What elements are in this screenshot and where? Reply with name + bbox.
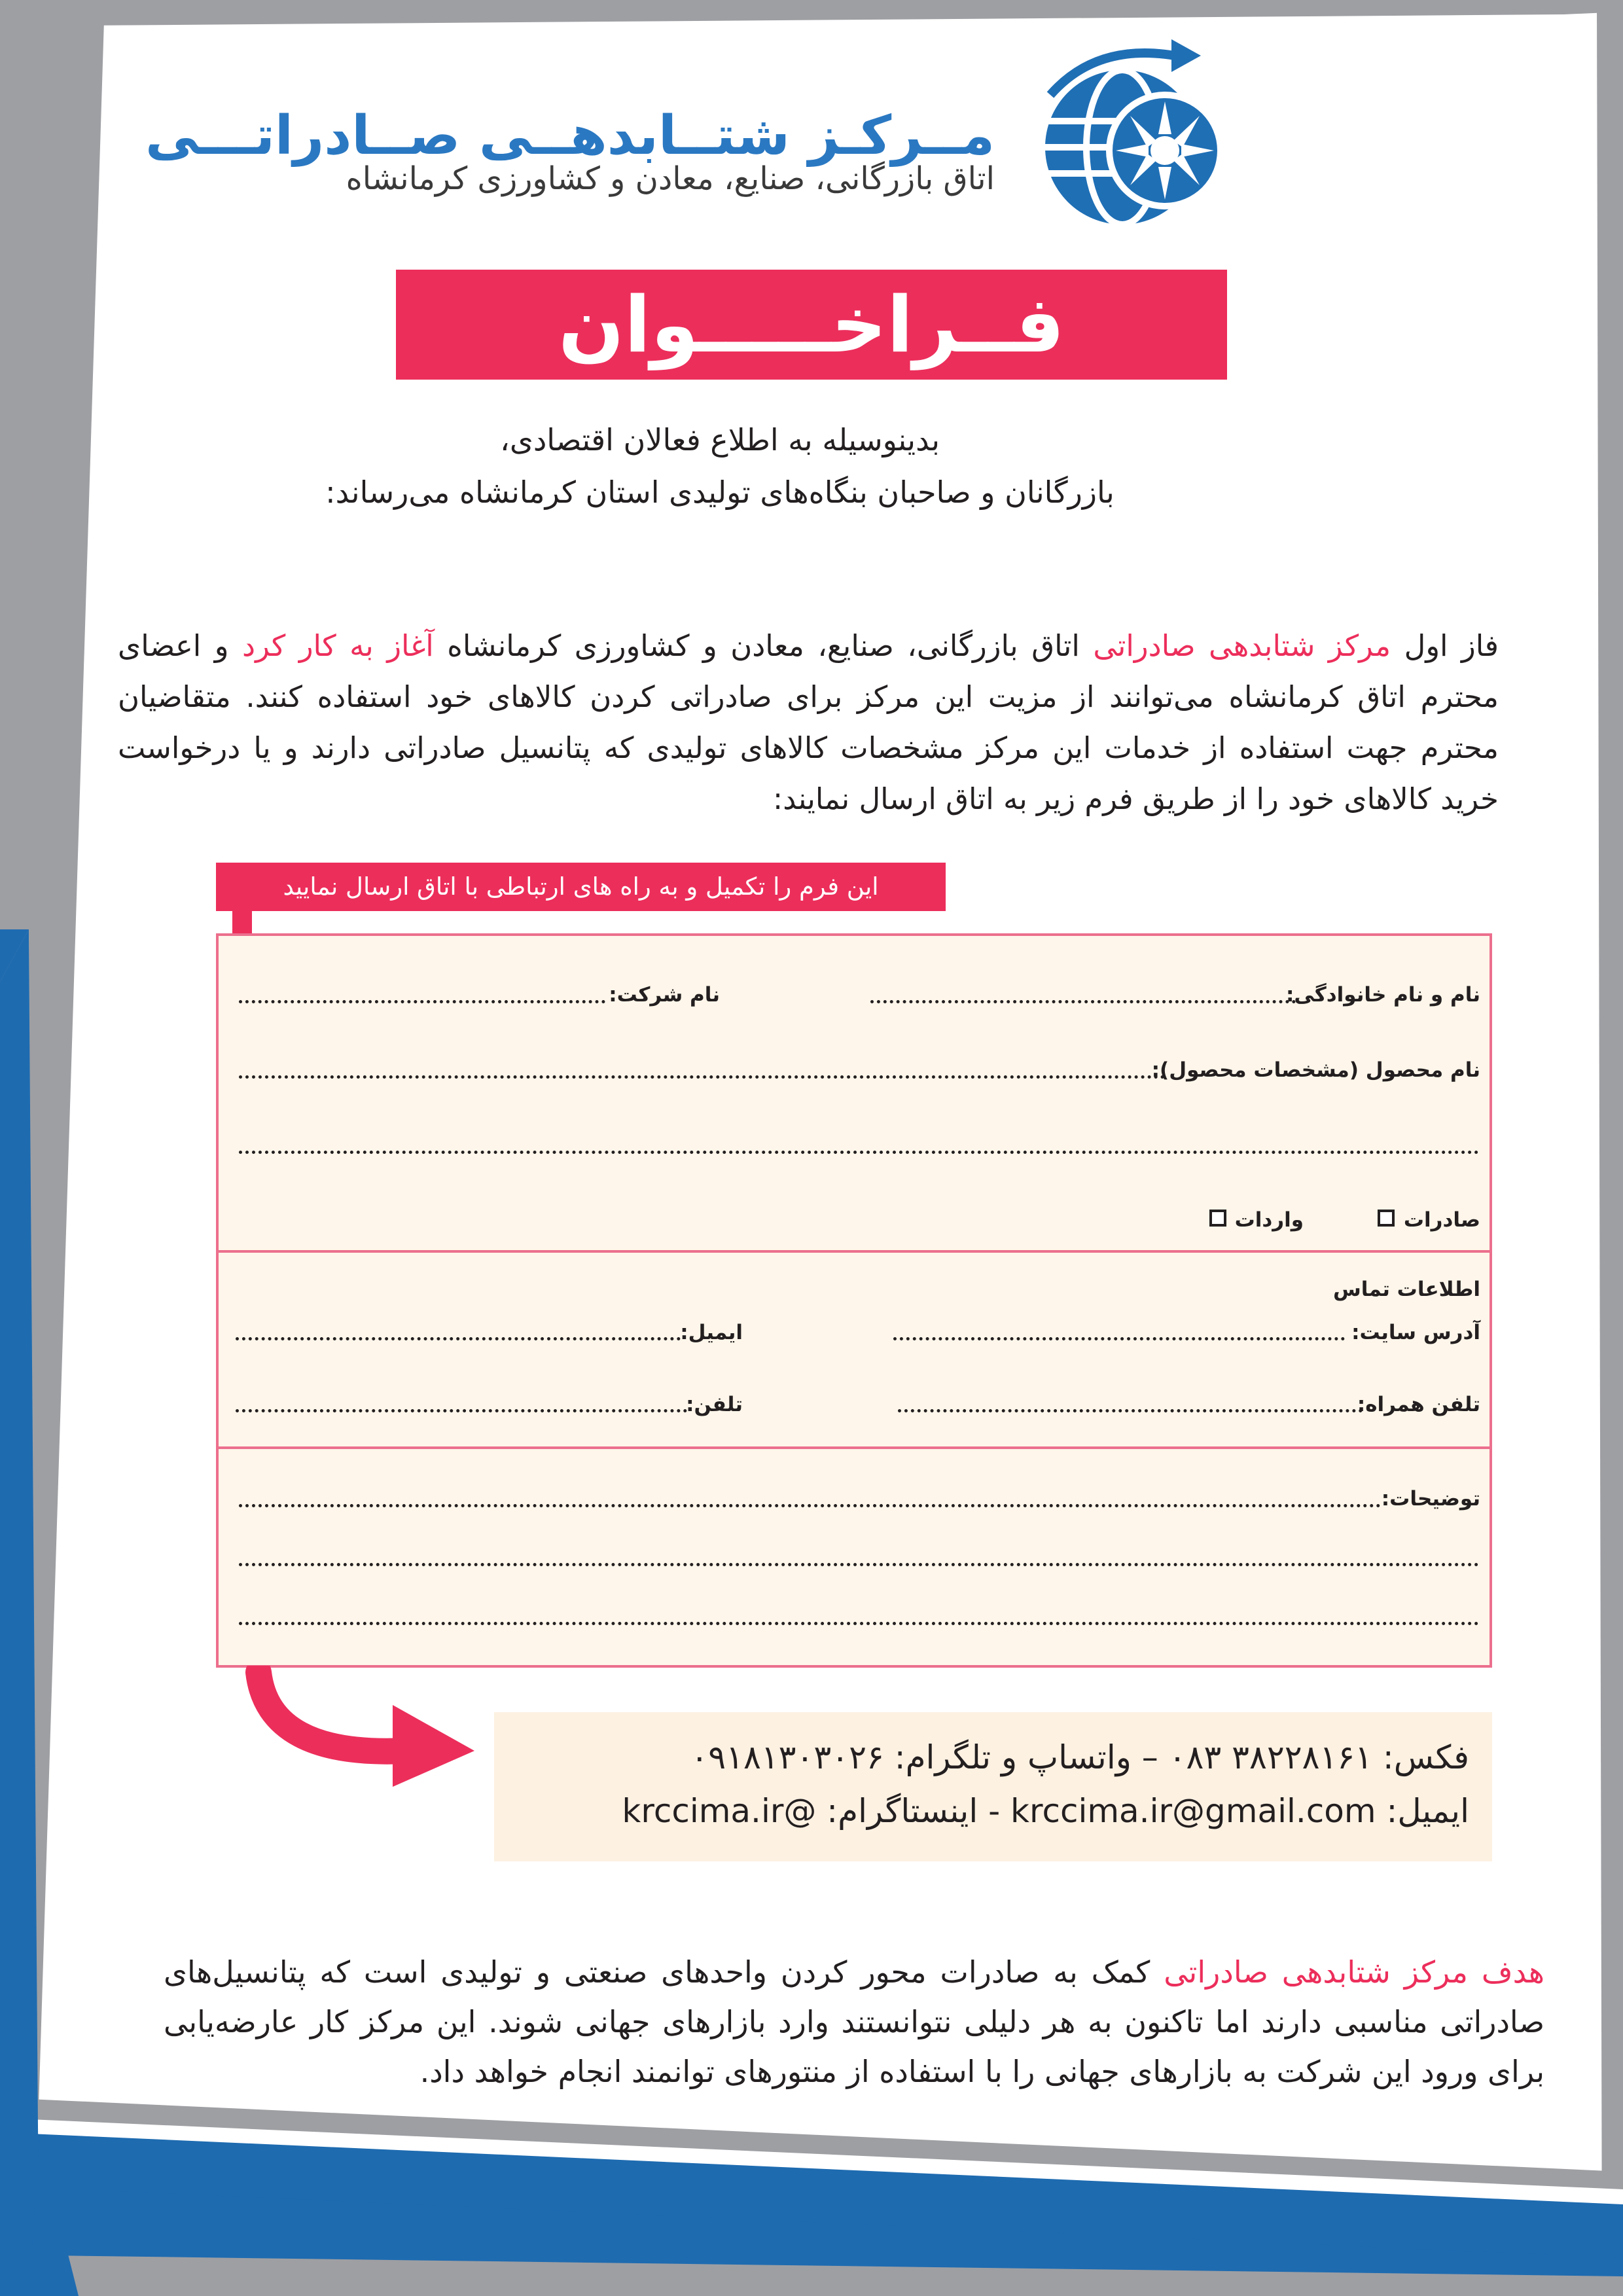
- globe-gear-arrow-icon: [1011, 36, 1234, 232]
- product-field[interactable]: [239, 1075, 1165, 1079]
- website-field[interactable]: [893, 1337, 1345, 1340]
- para1-center-name: مرکز شتابدهی صادراتی: [1093, 628, 1391, 663]
- contact-info-heading: اطلاعات تماس: [1333, 1278, 1480, 1301]
- notes-field-line-3[interactable]: [239, 1622, 1479, 1625]
- intro-line-2: بازرگانان و صاحبان بنگاه‌های تولیدی استان کرمانشاه می‌رساند:: [325, 475, 1115, 510]
- request-form: [216, 933, 1492, 1668]
- email-instagram-line: ایمیل: krccima.ir@gmail.com - اینستاگرام: @krccima.ir: [622, 1792, 1469, 1830]
- website-label: آدرس سایت:: [1351, 1321, 1480, 1344]
- para1-part5: و اعضای محترم اتاق کرمانشاه می‌توانند از مزیت این مرکز برای صادراتی کردن کالاهای خود استفاده کنند. متقاضیان محترم جهت استفاده از خدمات این مرکز مشخصات کالاهای تولیدی که پتانسیل صادراتی دارند و یا درخواست خرید کالاهای خود را از طریق فرم زیر به اتاق ارسال نمایند:: [118, 628, 1499, 816]
- fax-whatsapp-line: فکس: ۳۸۲۲۸۱۶۱ ۰۸۳ – واتساپ و تلگرام: ۰۹۱۸۱۳۰۳۰۲۶: [690, 1738, 1469, 1776]
- form-divider-1: [216, 1250, 1492, 1253]
- para1-part3: اتاق بازرگانی، صنایع، معادن و کشاورزی کرمانشاه: [433, 628, 1094, 663]
- import-checkbox[interactable]: [1209, 1210, 1226, 1227]
- import-label: واردات: [1234, 1208, 1304, 1232]
- form-divider-2: [216, 1446, 1492, 1449]
- phone-field[interactable]: [236, 1409, 687, 1412]
- page-title-banner: فــراخـــــوان: [396, 270, 1227, 380]
- product-label: نام محصول (مشخصات محصول):: [1151, 1058, 1480, 1082]
- mobile-field[interactable]: [898, 1409, 1363, 1412]
- full-name-label: نام و نام خانوادگی:: [1285, 983, 1480, 1007]
- export-checkbox[interactable]: [1378, 1210, 1395, 1227]
- email-field[interactable]: [236, 1337, 681, 1340]
- para2-center-goal: هدف مرکز شتابدهی صادراتی: [1164, 1954, 1544, 1990]
- logo-title: مــرکـز شتــابدهــی صــادراتـــی: [145, 105, 995, 167]
- form-tab-stem: [232, 910, 252, 935]
- email-label: ایمیل:: [680, 1321, 743, 1344]
- export-label: صادرات: [1403, 1208, 1480, 1232]
- para1-started: آغاز به کار کرد: [242, 628, 434, 663]
- product-field-line-2[interactable]: [239, 1151, 1479, 1154]
- announcement-paragraph: [118, 620, 1499, 825]
- notes-label: توضیحات:: [1381, 1487, 1480, 1511]
- company-field[interactable]: [239, 1000, 605, 1003]
- notes-field-line-2[interactable]: [239, 1563, 1479, 1566]
- contact-box: [494, 1712, 1492, 1861]
- logo-subtitle: اتاق بازرگانی، صنایع، معادن و کشاورزی کرمانشاه: [346, 160, 995, 197]
- curved-arrow-icon: [242, 1666, 484, 1790]
- full-name-field[interactable]: [870, 1000, 1296, 1003]
- company-label: نام شرکت:: [609, 983, 720, 1007]
- form-tab-label: این فرم را تکمیل و به راه های ارتباطی با اتاق ارسال نمایید: [216, 863, 946, 911]
- phone-label: تلفن:: [686, 1393, 743, 1416]
- para2-text: کمک به صادرات محور کردن واحدهای صنعتی و تولیدی است که پتانسیل‌های صادراتی مناسبی دارند اما تاکنون به هر دلیلی نتوانستند وارد بازارهای جهانی شوند. این مرکز کار عارضه‌یابی برای ورود این شرکت به بازارهای جهانی را با استفاده از منتورهای توانمند انجام خواهد داد.: [164, 1954, 1544, 2089]
- notes-field[interactable]: [239, 1504, 1381, 1507]
- mobile-label: تلفن همراه:: [1357, 1393, 1480, 1416]
- goal-paragraph: [164, 1947, 1544, 2096]
- para1-part1: فاز اول: [1391, 628, 1499, 663]
- intro-line-1: بدینوسیله به اطلاع فعالان اقتصادی،: [499, 422, 940, 457]
